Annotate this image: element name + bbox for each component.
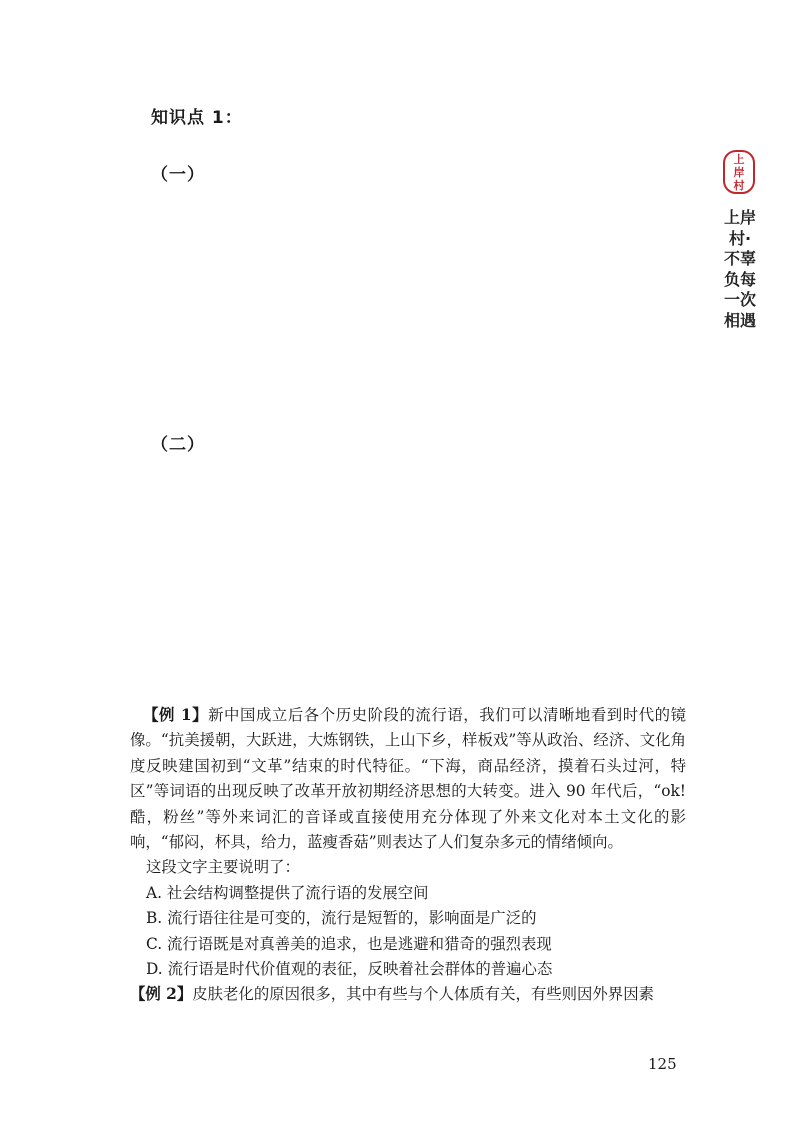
knowledge-point-title: 知识点 1： (151, 108, 243, 128)
seal-char-1: 上 (733, 152, 745, 166)
brand-seal-logo (723, 150, 755, 194)
option-a: A. 社会结构调整提供了流行语的发展空间 (146, 883, 429, 902)
option-d: D. 流行语是时代价值观的表征，反映着社会群体的普遍心态 (146, 960, 553, 979)
brand-sidebar (722, 150, 762, 331)
example-1-question: 这段文字主要说明了： (146, 858, 300, 877)
page-number: 125 (648, 1055, 677, 1073)
seal-char-2: 岸 (733, 165, 745, 179)
example-2-label: 【例 2】 (130, 985, 193, 1004)
example-1-text: 新中国成立后各个历史阶段的流行语，我们可以清晰地看到时代的镜像。“抗美援朝，大跃进，大炼钢铁，上山下乡，样板戏”等从政治、经济、文化角度反映建国初到“文革”结束的时代特征。“下海，商品经济，摸着石头过河，特区”等词语的出现反映了改革开放初期经济思想的大转变。进入 90 年代后，“ok!酷，粉丝”等外来词汇的音译或直接使用充分体现了外来文化对本土文化的影响，“郁闷，杯具，给力，蓝瘦香菇”则表达了人们复杂多元的情绪倾向。 (130, 706, 686, 852)
brand-slogan: 上岸村·不辜负每一次相遇 (724, 208, 757, 330)
example-1-paragraph (130, 703, 686, 855)
section-heading-1: （一） (151, 165, 205, 185)
seal-char-3: 村 (733, 178, 745, 192)
body-text (130, 703, 686, 1008)
example-1-label: 【例 1】 (143, 706, 209, 724)
example-2-text: 皮肤老化的原因很多，其中有些与个人体质有关，有些则因外界因素 (192, 985, 654, 1004)
option-b: B. 流行语往往是可变的，流行是短暂的，影响面是广泛的 (146, 909, 537, 928)
example-2-paragraph (130, 982, 686, 1007)
section-heading-2: （二） (151, 435, 205, 455)
option-c: C. 流行语既是对真善美的追求，也是逃避和猎奇的强烈表现 (146, 934, 552, 953)
